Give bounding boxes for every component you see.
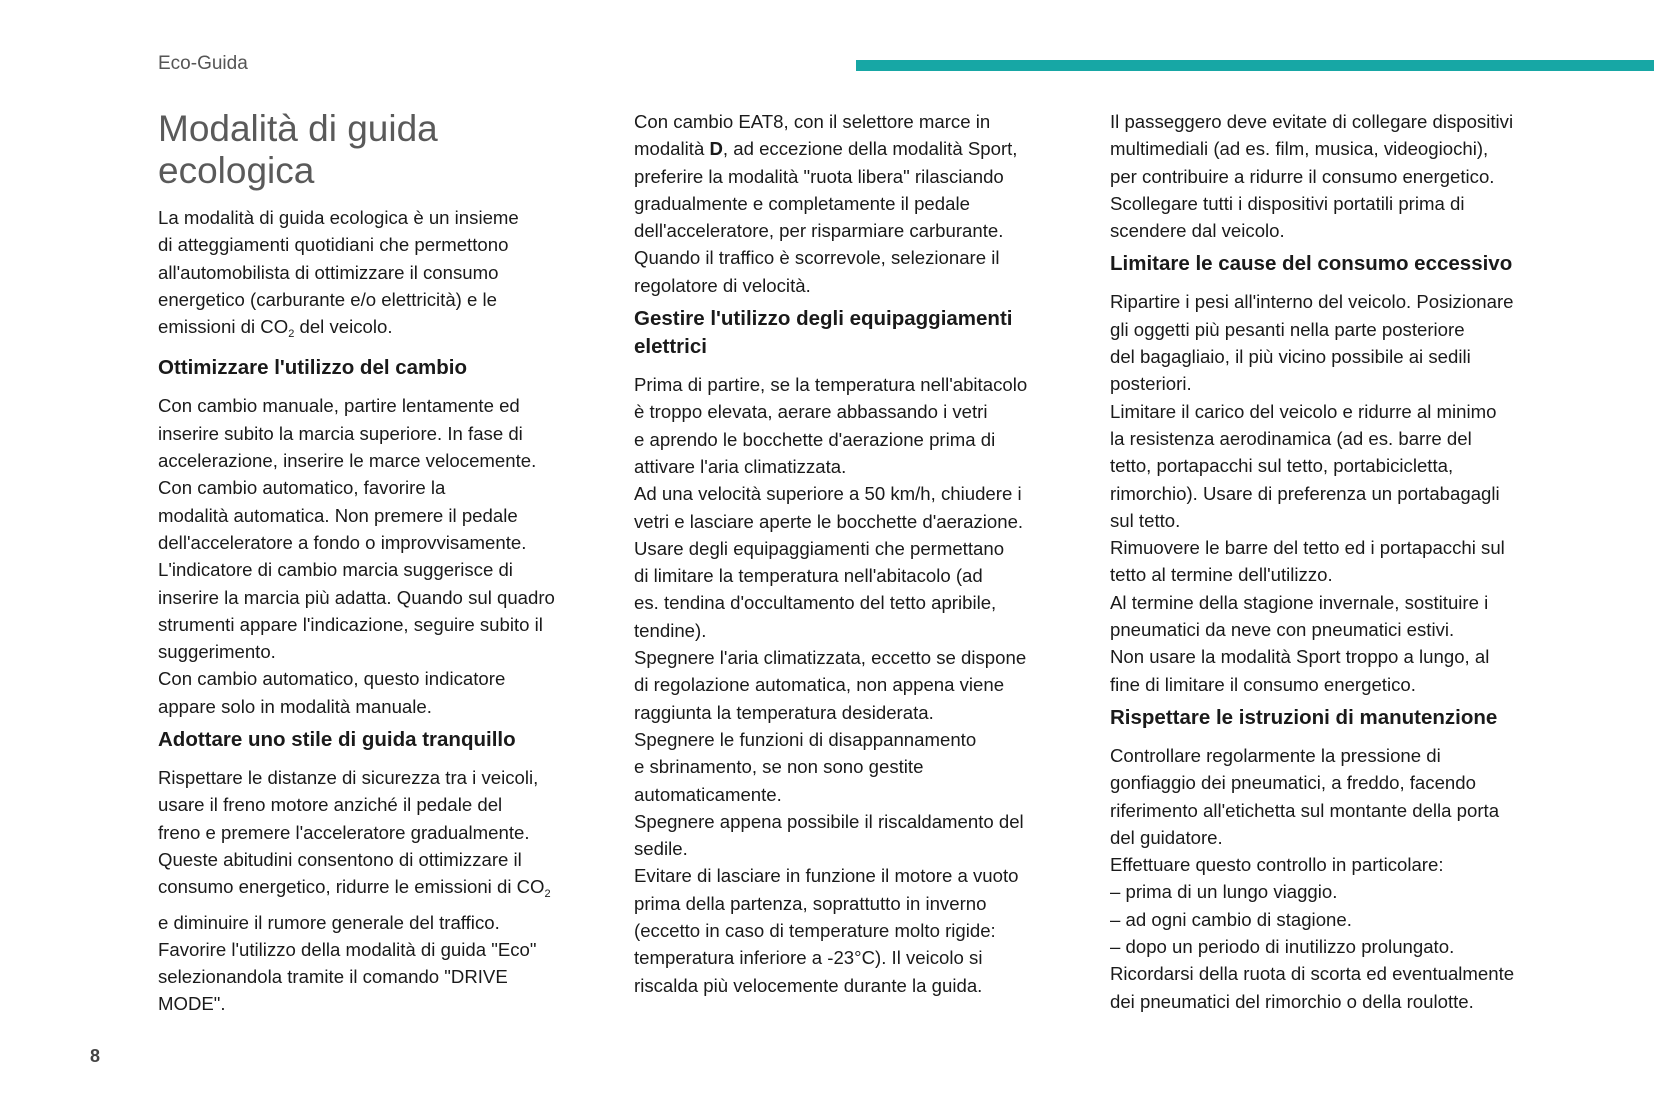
text-line: attivare l'aria climatizzata. — [634, 455, 847, 477]
heading-line: Gestire l'utilizzo degli equipaggiamenti — [634, 307, 1013, 331]
text-line: multimediali (ad es. film, musica, videogiochi), — [1110, 138, 1489, 160]
text-line: posteriori. — [1110, 373, 1192, 395]
text-line: Evitare di lasciare in funzione il motore a vuoto — [634, 865, 1019, 887]
stile-paragraph — [158, 764, 606, 1018]
header-accent-bar — [856, 60, 1654, 71]
text-line: rimorchio). Usare di preferenza un portabagagli — [1110, 482, 1500, 504]
text-line: Con cambio manuale, partire lentamente ed — [158, 395, 520, 417]
text-line: (eccetto in caso di temperature molto rigide: — [634, 920, 996, 942]
text-line: scendere dal veicolo. — [1110, 220, 1285, 242]
text-line: Con cambio automatico, questo indicatore — [158, 668, 506, 690]
text-line: selezionandola tramite il comando "DRIVE — [158, 966, 508, 988]
text-line: Ricordarsi della ruota di scorta ed eventualmente — [1110, 963, 1515, 985]
text-line: dell'acceleratore a fondo o improvvisamente. — [158, 531, 527, 553]
text-line: di limitare la temperatura nell'abitacolo (ad — [634, 565, 983, 587]
text-line: MODE". — [158, 993, 226, 1015]
subscript: 2 — [544, 888, 551, 901]
text-line: Spegnere le funzioni di disappannamento — [634, 728, 977, 750]
text-line: raggiunta la temperatura desiderata. — [634, 701, 934, 723]
text-line: Queste abitudini consentono di ottimizzare il — [158, 848, 522, 870]
text-line: pneumatici da neve con pneumatici estivi. — [1110, 619, 1455, 641]
text-line: all'automobilista di ottimizzare il consumo — [158, 261, 499, 283]
list-item: – ad ogni cambio di stagione. — [1110, 908, 1352, 930]
text-line: Controllare regolarmente la pressione di — [1110, 744, 1441, 766]
page-title-line-2: ecologica — [158, 150, 315, 191]
text-line: del guidatore. — [1110, 826, 1223, 848]
text-line: gli oggetti più pesanti nella parte posteriore — [1110, 318, 1465, 340]
heading-line: elettrici — [634, 335, 707, 359]
text-line: Al termine della stagione invernale, sostituire i — [1110, 591, 1489, 613]
text-line: del veicolo. — [294, 316, 393, 338]
text-line: e sbrinamento, se non sono gestite — [634, 756, 924, 778]
text-line: , ad eccezione della modalità Sport, — [722, 138, 1018, 160]
text-line: del bagagliaio, il più vicino possibile ai sedili — [1110, 346, 1471, 368]
heading-stile: Adottare uno stile di guida tranquillo — [158, 728, 516, 752]
text-line: Limitare il carico del veicolo e ridurre al minimo — [1110, 400, 1497, 422]
text-line: preferire la modalità "ruota libera" rilasciando — [634, 165, 1004, 187]
text-line: sedile. — [634, 838, 688, 860]
page-number: 8 — [90, 1046, 101, 1066]
text-line: Con cambio automatico, favorire la — [158, 477, 446, 499]
text-line: e diminuire il rumore generale del traffico. — [158, 911, 500, 933]
text-line: La modalità di guida ecologica è un insieme — [158, 207, 519, 228]
text-line: Ripartire i pesi all'interno del veicolo. Posizionare — [1110, 291, 1514, 313]
list-item: – dopo un periodo di inutilizzo prolungato. — [1110, 936, 1455, 958]
text-line: tetto, portapacchi sul tetto, portabicicletta, — [1110, 455, 1454, 477]
text-line: Quando il traffico è scorrevole, selezionare il — [634, 247, 1000, 269]
text-line: energetico (carburante e/o elettricità) e le — [158, 288, 497, 310]
text-line: Con cambio EAT8, con il selettore marce in — [634, 111, 991, 132]
text-line: vetri e lasciare aperte le bocchette d'aerazione. — [634, 510, 1024, 532]
eat8-paragraph — [634, 108, 1074, 299]
text-line: modalità — [634, 138, 710, 160]
manutenzione-paragraph — [1110, 742, 1580, 1015]
column-middle — [634, 108, 1074, 999]
heading-elettrici — [634, 305, 1074, 361]
gear-d-label: D — [709, 138, 723, 160]
text-line: fine di limitare il consumo energetico. — [1110, 673, 1416, 695]
text-line: la resistenza aerodinamica (ad es. barre del — [1110, 427, 1472, 449]
column-left — [158, 108, 606, 1018]
text-line: gradualmente e completamente il pedale — [634, 192, 970, 214]
text-line: prima della partenza, soprattutto in inverno — [634, 892, 987, 914]
intro-paragraph — [158, 204, 606, 348]
text-line: Il passeggero deve evitate di collegare dispositivi — [1110, 111, 1514, 132]
text-line: L'indicatore di cambio marcia suggerisce di — [158, 559, 513, 581]
text-line: freno e premere l'acceleratore gradualmente. — [158, 821, 530, 843]
text-line: è troppo elevata, aerare abbassando i vetri — [634, 401, 988, 423]
text-line: Scollegare tutti i dispositivi portatili prima di — [1110, 192, 1465, 214]
elettrici-paragraph — [634, 371, 1074, 999]
heading-manutenzione: Rispettare le istruzioni di manutenzione — [1110, 705, 1498, 729]
text-line: Ad una velocità superiore a 50 km/h, chiudere i — [634, 483, 1022, 505]
text-line: Prima di partire, se la temperatura nell'abitacolo — [634, 374, 1028, 396]
text-line: di regolazione automatica, non appena viene — [634, 674, 1005, 696]
text-line: regolatore di velocità. — [634, 274, 811, 296]
text-line: accelerazione, inserire le marce velocemente. — [158, 450, 537, 472]
text-line: automaticamente. — [634, 783, 782, 805]
text-line: consumo energetico, ridurre le emissioni di CO — [158, 876, 545, 898]
subscript: 2 — [288, 328, 295, 341]
text-line: tetto al termine dell'utilizzo. — [1110, 564, 1333, 586]
text-line: Usare degli equipaggiamenti che permettano — [634, 537, 1005, 559]
passeggero-paragraph — [1110, 108, 1580, 244]
text-line: suggerimento. — [158, 641, 276, 663]
text-line: Effettuare questo controllo in particolare: — [1110, 854, 1444, 876]
page-title — [158, 108, 606, 192]
section-label: Eco-Guida — [158, 53, 248, 74]
cambio-paragraph — [158, 392, 606, 720]
text-line: dell'acceleratore, per risparmiare carburante. — [634, 220, 1004, 242]
text-line: gonfiaggio dei pneumatici, a freddo, facendo — [1110, 772, 1476, 794]
text-line: tendine). — [634, 619, 707, 641]
text-line: appare solo in modalità manuale. — [158, 695, 432, 717]
list-item: – prima di un lungo viaggio. — [1110, 881, 1338, 903]
text-line: inserire la marcia più adatta. Quando sul quadro — [158, 586, 555, 608]
text-line: Non usare la modalità Sport troppo a lungo, al — [1110, 646, 1490, 668]
cause-paragraph — [1110, 288, 1580, 697]
text-line: Favorire l'utilizzo della modalità di guida "Eco" — [158, 938, 537, 960]
heading-cause: Limitare le cause del consumo eccessivo — [1110, 252, 1513, 276]
text-line: temperatura inferiore a -23°C). Il veicolo si — [634, 947, 983, 969]
text-line: per contribuire a ridurre il consumo energetico. — [1110, 165, 1495, 187]
text-line: dei pneumatici del rimorchio o della roulotte. — [1110, 990, 1474, 1012]
text-line: Rimuovere le barre del tetto ed i portapacchi sul — [1110, 537, 1505, 559]
text-line: sul tetto. — [1110, 509, 1181, 531]
text-line: inserire subito la marcia superiore. In fase di — [158, 422, 523, 444]
text-line: Rispettare le distanze di sicurezza tra i veicoli, — [158, 767, 539, 789]
text-line: usare il freno motore anziché il pedale del — [158, 794, 503, 816]
text-line: emissioni di CO — [158, 316, 289, 338]
text-line: Spegnere appena possibile il riscaldamento del — [634, 810, 1024, 832]
heading-cambio: Ottimizzare l'utilizzo del cambio — [158, 356, 468, 380]
text-line: Spegnere l'aria climatizzata, eccetto se dispone — [634, 647, 1027, 669]
text-line: di atteggiamenti quotidiani che permettono — [158, 234, 509, 256]
text-line: e aprendo le bocchette d'aerazione prima di — [634, 428, 996, 450]
text-line: modalità automatica. Non premere il pedale — [158, 504, 518, 526]
text-line: riscalda più velocemente durante la guida. — [634, 974, 983, 996]
text-line: strumenti appare l'indicazione, seguire subito il — [158, 613, 543, 635]
text-line: riferimento all'etichetta sul montante della porta — [1110, 799, 1500, 821]
text-line: es. tendina d'occultamento del tetto apribile, — [634, 592, 997, 614]
column-right — [1110, 108, 1580, 1015]
page-title-line-1: Modalità di guida — [158, 108, 438, 149]
